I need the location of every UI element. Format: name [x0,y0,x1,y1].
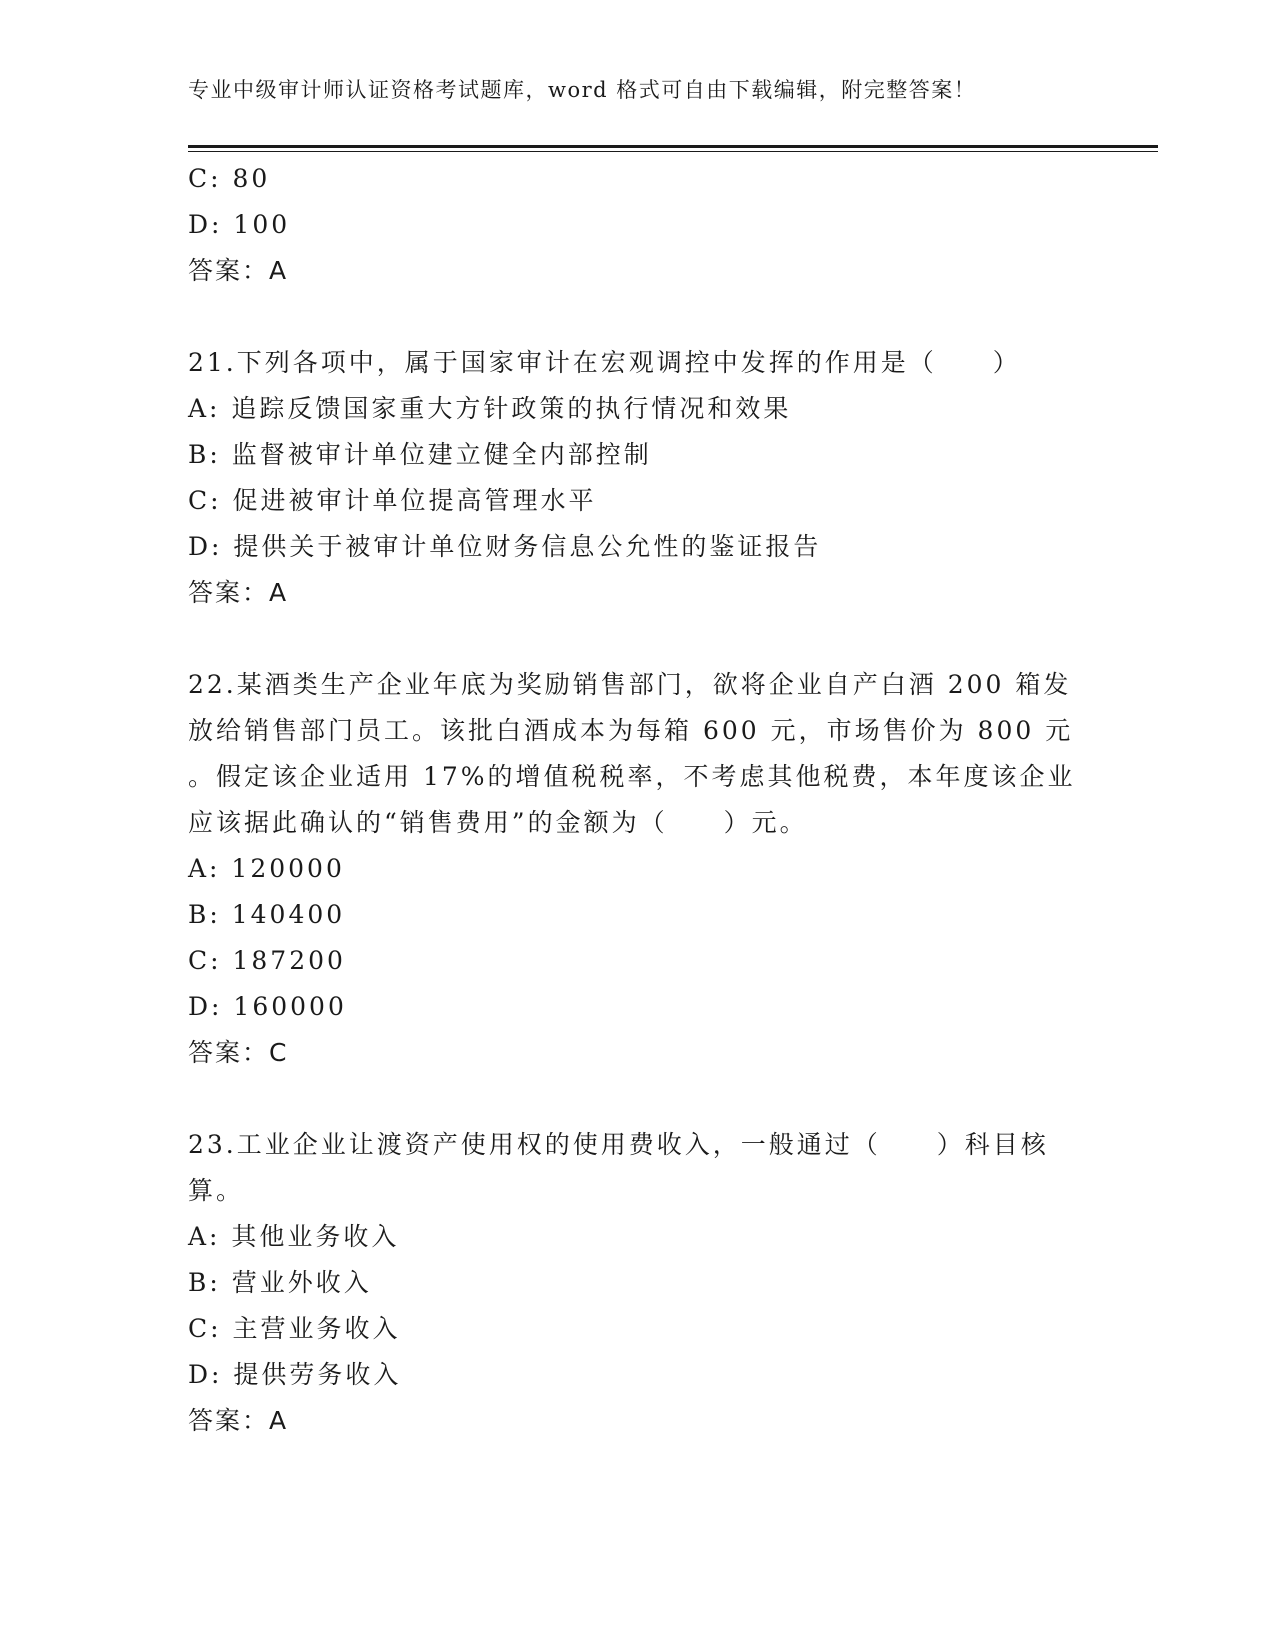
question-stem: 23.工业企业让渡资产使用权的使用费收入，一般通过（ ）科目核 [188,1130,1049,1159]
question-stem: 应该据此确认的“销售费用”的金额为（ ）元。 [188,808,808,837]
question-stem: 。假定该企业适用 17%的增值税税率，不考虑其他税费，本年度该企业 [188,762,1076,791]
answer-line: 答案：A [188,1406,289,1435]
option-d: D: 160000 [188,992,347,1021]
question-stem: 放给销售部门员工。该批白酒成本为每箱 600 元，市场售价为 800 元 [188,716,1074,745]
option-a: A: 其他业务收入 [188,1222,400,1251]
question-23 [188,1122,1088,1444]
option-d: D: 提供劳务收入 [188,1360,402,1389]
question-22 [188,662,1088,1076]
option-b: B: 140400 [188,900,346,929]
answer-line: 答案：A [188,578,289,607]
option-d: D: 提供关于被审计单位财务信息公允性的鉴证报告 [188,532,822,561]
header-rule [188,145,1158,148]
question-stem: 21.下列各项中，属于国家审计在宏观调控中发挥的作用是（ ） [188,348,1021,377]
header-rule-thin [188,151,1158,152]
option-b: B: 监督被审计单位建立健全内部控制 [188,440,652,469]
question-stem: 算。 [188,1176,245,1205]
option-c: C: 187200 [188,946,346,975]
option-c: C: 主营业务收入 [188,1314,401,1343]
option-d: D: 100 [188,210,291,239]
option-a: A: 追踪反馈国家重大方针政策的执行情况和效果 [188,394,792,423]
question-stem: 22.某酒类生产企业年底为奖励销售部门，欲将企业自产白酒 200 箱发 [188,670,1072,699]
answer-line: 答案：A [188,256,289,285]
page-header: 专业中级审计师认证资格考试题库，word 格式可自由下载编辑，附完整答案！ [188,78,977,102]
document-body [188,156,1088,1444]
option-c: C: 80 [188,164,271,193]
answer-line: 答案：C [188,1038,289,1067]
option-b: B: 营业外收入 [188,1268,372,1297]
question-21 [188,340,1088,616]
option-a: A: 120000 [188,854,345,883]
previous-question-tail [188,156,1088,294]
option-c: C: 促进被审计单位提高管理水平 [188,486,597,515]
